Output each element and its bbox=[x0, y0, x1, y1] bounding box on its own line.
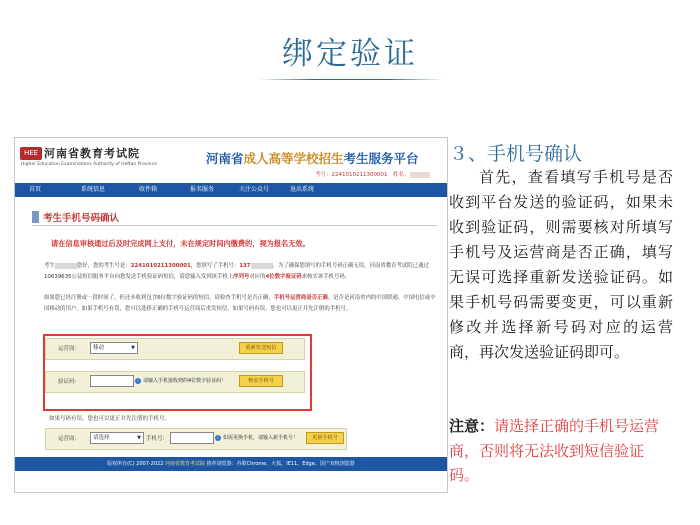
footer-copyright: 版权所有(C) 2007-2022 bbox=[107, 461, 165, 467]
carrier-label: 运营商： bbox=[58, 346, 81, 352]
info-icon: i bbox=[135, 378, 141, 384]
info-icon: i bbox=[215, 435, 221, 441]
slide-title: 绑定验证 bbox=[282, 36, 418, 72]
screenshot-panel bbox=[14, 137, 448, 493]
site-header bbox=[15, 138, 447, 182]
verify-phone-button[interactable]: 核实手机号 bbox=[239, 375, 283, 387]
notice-block bbox=[449, 414, 673, 488]
name-redacted bbox=[410, 172, 430, 178]
site-title bbox=[206, 149, 419, 167]
user-info-text: 考号：2241010211300001 姓名： bbox=[315, 172, 410, 178]
nav-follow[interactable]: 关注公众号 bbox=[239, 186, 270, 193]
instruction-paragraph-1 bbox=[44, 261, 436, 293]
change-phone-row bbox=[45, 428, 347, 450]
resend-sms-button[interactable]: 重新发送短信 bbox=[239, 342, 283, 354]
p2-text-c: 。是否是河南省内的中国联通、中国电信或中国移动的用户。如果手机号有误，您可以选择正确的手机号运营商后重发短信，如果号码有误，您也可以更正并先注册的手机号。 bbox=[44, 295, 436, 312]
new-phone-input[interactable] bbox=[170, 432, 214, 444]
tab-bar bbox=[32, 209, 437, 226]
phone-label: 手机号： bbox=[146, 436, 169, 442]
phone-note bbox=[215, 434, 298, 441]
update-phone-button[interactable]: 更新手机号 bbox=[306, 432, 344, 444]
phone-prefix: 137 bbox=[239, 263, 251, 269]
payment-warning: 请在信息审核通过后及时完成网上支付，未在规定时间内缴费的，视为报名无效。 bbox=[51, 239, 310, 248]
code-input[interactable] bbox=[90, 375, 134, 387]
nav-inbox[interactable]: 收件箱 bbox=[139, 186, 158, 193]
site-title-adult: 成人高等学校招生 bbox=[243, 151, 344, 166]
carrier-label-2: 运营商： bbox=[58, 436, 81, 442]
p1-text-h: 来核实该手机号码。 bbox=[301, 273, 351, 280]
phone-redacted bbox=[251, 263, 273, 269]
step-description: 首先，查看填写手机号是否收到平台发送的验证码，如果未收到验证码，则需要核对所填写手机号及运营商是否正确，填写无误可选择重新发送验证码。如果手机号码需要变更，可以重新修改并选择新号码对应的运营商，再次发送验证码即可。 bbox=[449, 168, 673, 361]
code-note-text: 请输入手机接收到的4位数字验证码！ bbox=[143, 378, 227, 384]
step-heading: ３、手机号确认 bbox=[449, 143, 583, 165]
instruction-paragraph-2 bbox=[44, 293, 436, 325]
p1-text-a: 考生 bbox=[44, 263, 55, 269]
carrier-select-2[interactable] bbox=[90, 432, 144, 444]
candidate-number: 2241010211300001 bbox=[130, 263, 191, 269]
nav-home[interactable]: 首页 bbox=[29, 186, 42, 193]
site-title-service: 考生服务平台 bbox=[343, 151, 419, 166]
title-underline bbox=[258, 79, 444, 80]
code-row bbox=[45, 371, 305, 393]
logo-subtext: Higher Education Examinations Authority of HeNan Province bbox=[21, 162, 157, 167]
code-label: 验证码： bbox=[58, 379, 81, 385]
notice-colon: ： bbox=[479, 417, 495, 435]
site-footer bbox=[15, 457, 447, 471]
notice-label: 注意 bbox=[449, 417, 480, 435]
nav-system-info[interactable]: 系统信息 bbox=[81, 186, 106, 193]
change-prompt: 如果号码有误，您也可以更正并先注册的手机号。 bbox=[49, 416, 171, 422]
footer-browsers: 推荐浏览器：谷歌Chrome、火狐、IE11、Edge、国产双核浏览器 bbox=[205, 461, 355, 467]
nav-logout[interactable]: 退出系统 bbox=[290, 186, 315, 193]
user-info bbox=[315, 170, 430, 178]
logo-seal-icon: HEE bbox=[20, 147, 42, 160]
nav-registration[interactable]: 报名服务 bbox=[190, 186, 215, 193]
code-note bbox=[135, 377, 226, 384]
carrier-select[interactable] bbox=[90, 342, 138, 354]
footer-org-link[interactable]: 河南省教育考试院 bbox=[165, 461, 206, 467]
logo-text: 河南省教育考试院 bbox=[44, 147, 140, 160]
p2-text-a: 如果您已经注册或一段时间了，但还未收到包含6位数字验证码的短信，请检查手机号是否正确， bbox=[44, 295, 274, 301]
nav-bar bbox=[15, 183, 447, 197]
carrier-row bbox=[45, 338, 305, 360]
carrier-select-2-value: 请选择 bbox=[93, 435, 110, 441]
chevron-down-icon: ▼ bbox=[131, 345, 135, 351]
name-redacted-2 bbox=[55, 263, 77, 269]
p1-text-f: 对应的 bbox=[249, 273, 266, 280]
tab-marker-icon bbox=[32, 211, 39, 223]
tab-phone-confirm: 考生手机号码确认 bbox=[43, 213, 120, 224]
serial-number-label: 序列号 bbox=[233, 273, 250, 280]
phone-note-text: 如需更换手机，请输入新手机号！ bbox=[223, 435, 299, 441]
carrier-check-label: 手机号运营商是否正确 bbox=[273, 295, 328, 301]
notice-text: 请选择正确的手机号运营商，否则将无法收到短信验证码。 bbox=[449, 417, 660, 484]
site-title-province: 河南省 bbox=[206, 151, 244, 166]
p1-text-c: ，您填写了手机号： bbox=[190, 263, 240, 269]
p1-text-b: 您好，您的考生号是： bbox=[76, 263, 131, 269]
chevron-down-icon: ▼ bbox=[137, 435, 141, 441]
carrier-select-value: 移动 bbox=[93, 345, 105, 351]
p1-text-d: 。为了确保您填写的手机号码正确无误，河南省教育考试院已通过10639635公益短信服务平台向您发送手机验证码短信，请您输入发到该手机上 bbox=[44, 263, 429, 280]
code-digits-label: 4位数字验证码 bbox=[265, 273, 302, 280]
